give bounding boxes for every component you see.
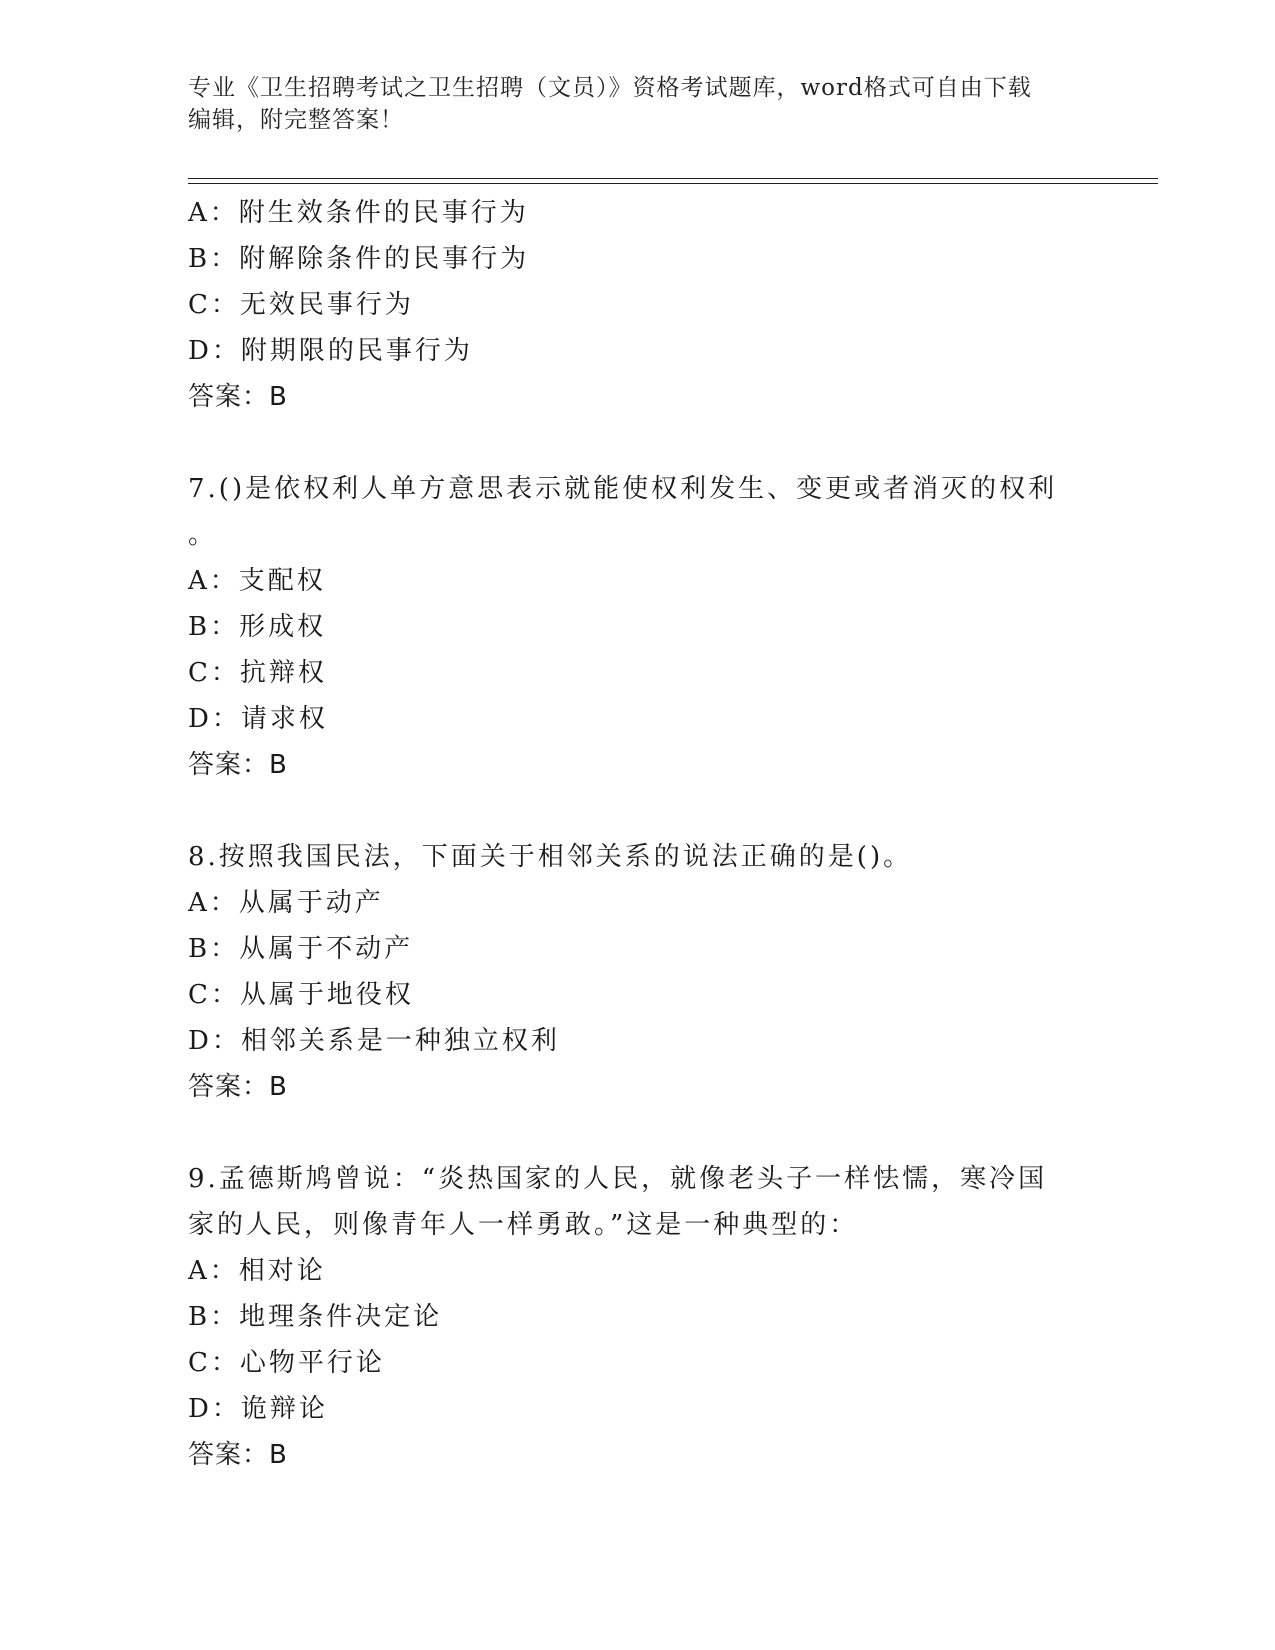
question-7 bbox=[188, 466, 1088, 788]
q8-option-a: A：从属于动产 bbox=[188, 888, 384, 918]
q7-option-d: D：请求权 bbox=[188, 704, 328, 734]
q6-option-c: C：无效民事行为 bbox=[188, 290, 414, 320]
spacer bbox=[188, 788, 1088, 834]
q9-option-b: B：地理条件决定论 bbox=[188, 1302, 443, 1332]
question-6 bbox=[188, 190, 1088, 420]
q9-option-d: D：诡辩论 bbox=[188, 1394, 328, 1424]
q9-option-a: A：相对论 bbox=[188, 1256, 326, 1286]
q8-stem-line-1: 8.按照我国民法，下面关于相邻关系的说法正确的是()。 bbox=[188, 842, 913, 872]
q8-option-c: C：从属于地役权 bbox=[188, 980, 414, 1010]
q7-option-b: B：形成权 bbox=[188, 612, 327, 642]
spacer bbox=[188, 1110, 1088, 1156]
q8-option-b: B：从属于不动产 bbox=[188, 934, 414, 964]
header-line-1: 专业《卫生招聘考试之卫生招聘（文员）》资格考试题库，word格式可自由下载 bbox=[188, 75, 1032, 101]
q7-option-c: C：抗辩权 bbox=[188, 658, 327, 688]
q9-answer: 答案：B bbox=[188, 1440, 288, 1470]
header-double-rule bbox=[188, 178, 1158, 184]
q6-option-b: B：附解除条件的民事行为 bbox=[188, 244, 530, 274]
header-line-2: 编辑，附完整答案！ bbox=[188, 107, 404, 133]
question-8 bbox=[188, 834, 1088, 1110]
q7-stem-line-2: 。 bbox=[188, 520, 218, 550]
document-header bbox=[188, 72, 1068, 136]
q8-answer: 答案：B bbox=[188, 1072, 288, 1102]
q8-option-d: D：相邻关系是一种独立权利 bbox=[188, 1026, 560, 1056]
q6-option-a: A：附生效条件的民事行为 bbox=[188, 198, 529, 228]
question-list bbox=[188, 190, 1088, 1478]
q7-answer: 答案：B bbox=[188, 750, 288, 780]
q7-option-a: A：支配权 bbox=[188, 566, 326, 596]
spacer bbox=[188, 420, 1088, 466]
q6-option-d: D：附期限的民事行为 bbox=[188, 336, 473, 366]
q6-answer: 答案：B bbox=[188, 382, 288, 412]
q9-stem-line-1: 9.孟德斯鸠曾说：“炎热国家的人民，就像老头子一样怯懦，寒冷国 bbox=[188, 1164, 1048, 1194]
q9-stem-line-2: 家的人民，则像青年人一样勇敢。”这是一种典型的： bbox=[188, 1210, 859, 1240]
q7-stem-line-1: 7.()是依权利人单方意思表示就能使权利发生、变更或者消灭的权利 bbox=[188, 474, 1058, 504]
question-9 bbox=[188, 1156, 1088, 1478]
q9-option-c: C：心物平行论 bbox=[188, 1348, 385, 1378]
